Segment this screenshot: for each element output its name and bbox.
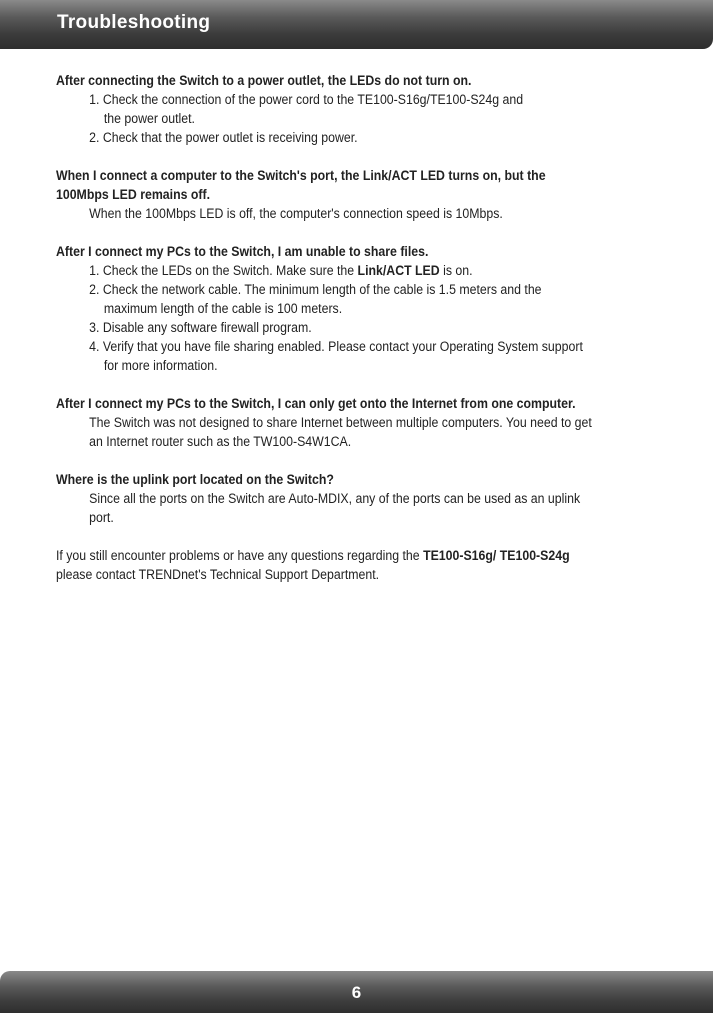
link-act-led-label: Link/ACT LED	[357, 263, 440, 278]
page-footer	[0, 971, 713, 1013]
closing-line: please contact TRENDnet's Technical Support Department.	[56, 567, 380, 582]
faq-answer-line: 2. Check the network cable. The minimum length of the cable is 1.5 meters and the	[89, 282, 542, 297]
closing-note	[56, 546, 626, 584]
faq-share-files	[56, 242, 626, 375]
closing-line	[56, 546, 626, 565]
page-number: 6	[351, 983, 362, 1002]
faq-question: 100Mbps LED remains off.	[56, 187, 211, 202]
page-header	[0, 0, 713, 49]
page-title: Troubleshooting	[57, 12, 211, 33]
faq-answer-line: The Switch was not designed to share Internet between multiple computers. You need to get	[89, 415, 592, 430]
faq-answer-line	[56, 261, 626, 280]
answer-text: 1. Check the LEDs on the Switch. Make sure the	[89, 263, 358, 278]
answer-text: is on.	[439, 263, 473, 278]
faq-question: After I connect my PCs to the Switch, I am unable to share files.	[56, 244, 429, 259]
troubleshooting-content	[56, 71, 626, 584]
closing-text: If you still encounter problems or have any questions regarding the	[56, 548, 424, 563]
faq-question: Where is the uplink port located on the Switch?	[56, 472, 334, 487]
model-name: TE100-S16g/ TE100-S24g	[423, 548, 570, 563]
faq-question: When I connect a computer to the Switch's port, the Link/ACT LED turns on, but the	[56, 168, 546, 183]
faq-answer-line: for more information.	[103, 358, 218, 373]
faq-answer-line: When the 100Mbps LED is off, the computer's connection speed is 10Mbps.	[89, 206, 503, 221]
faq-answer-line: 2. Check that the power outlet is receiving power.	[89, 130, 358, 145]
faq-question: After connecting the Switch to a power outlet, the LEDs do not turn on.	[56, 73, 472, 88]
faq-answer-line: 3. Disable any software firewall program.	[89, 320, 312, 335]
faq-answer-line: 4. Verify that you have file sharing enabled. Please contact your Operating System support	[89, 339, 583, 354]
faq-100mbps-led	[56, 166, 626, 223]
faq-question: After I connect my PCs to the Switch, I can only get onto the Internet from one computer.	[56, 396, 576, 411]
faq-power-leds	[56, 71, 626, 147]
faq-answer-line: maximum length of the cable is 100 meters.	[103, 301, 343, 316]
faq-answer-line: 1. Check the connection of the power cord to the TE100-S16g/TE100-S24g and	[89, 92, 524, 107]
faq-answer-line: an Internet router such as the TW100-S4W1CA.	[89, 434, 352, 449]
faq-answer-line: Since all the ports on the Switch are Auto-MDIX, any of the ports can be used as an uplink	[89, 491, 581, 506]
faq-internet-one-computer	[56, 394, 626, 451]
faq-uplink-port	[56, 470, 626, 527]
faq-answer-line: the power outlet.	[103, 111, 195, 126]
faq-answer-line: port.	[89, 510, 114, 525]
